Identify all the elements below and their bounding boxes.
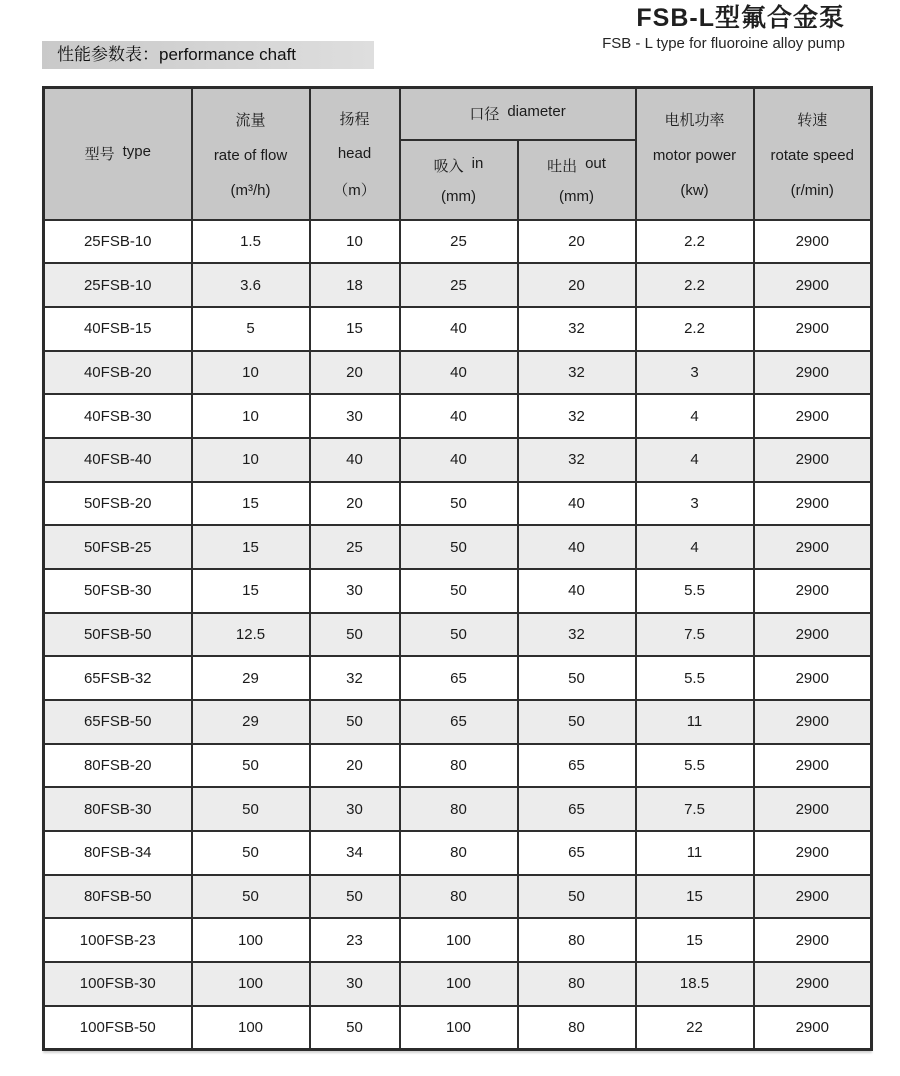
page-title: FSB-L型氟合金泵	[636, 4, 845, 32]
cell-out: 40	[518, 482, 636, 526]
cell-power: 2.2	[636, 307, 754, 351]
cell-speed: 2900	[754, 962, 872, 1006]
cell-speed: 2900	[754, 787, 872, 831]
cell-power: 22	[636, 1006, 754, 1050]
cell-head: 20	[310, 744, 400, 788]
table-row	[44, 656, 872, 700]
cell-speed: 2900	[754, 613, 872, 657]
cell-type: 65FSB-32	[44, 656, 192, 700]
performance-table	[42, 86, 873, 1051]
cell-type: 25FSB-10	[44, 263, 192, 307]
cell-speed: 2900	[754, 220, 872, 264]
table-row	[44, 831, 872, 875]
cell-power: 7.5	[636, 787, 754, 831]
cell-out: 32	[518, 351, 636, 395]
cell-flow: 50	[192, 831, 310, 875]
cell-speed: 2900	[754, 918, 872, 962]
col-header-discharge-unit: (mm)	[559, 187, 594, 205]
cell-flow: 5	[192, 307, 310, 351]
cell-power: 5.5	[636, 656, 754, 700]
cell-speed: 2900	[754, 394, 872, 438]
cell-flow: 10	[192, 438, 310, 482]
table-row	[44, 394, 872, 438]
cell-head: 50	[310, 875, 400, 919]
table-row	[44, 875, 872, 919]
cell-flow: 3.6	[192, 263, 310, 307]
cell-head: 50	[310, 1006, 400, 1050]
cell-flow: 50	[192, 875, 310, 919]
cell-type: 80FSB-30	[44, 787, 192, 831]
table-row	[44, 525, 872, 569]
cell-power: 5.5	[636, 744, 754, 788]
cell-type: 100FSB-23	[44, 918, 192, 962]
cell-flow: 15	[192, 482, 310, 526]
page-subtitle: FSB - L type for fluoroine alloy pump	[602, 35, 845, 52]
col-header-diameter-cn: 口径	[469, 106, 500, 124]
table-row	[44, 307, 872, 351]
cell-out: 80	[518, 1006, 636, 1050]
cell-speed: 2900	[754, 831, 872, 875]
cell-in: 80	[400, 831, 518, 875]
cell-power: 15	[636, 918, 754, 962]
cell-power: 4	[636, 394, 754, 438]
cell-out: 65	[518, 744, 636, 788]
col-header-power-en: motor power	[652, 147, 737, 165]
cell-flow: 50	[192, 744, 310, 788]
cell-power: 2.2	[636, 263, 754, 307]
cell-in: 50	[400, 569, 518, 613]
page-title-block	[602, 3, 845, 53]
cell-in: 40	[400, 394, 518, 438]
cell-speed: 2900	[754, 875, 872, 919]
cell-head: 18	[310, 263, 400, 307]
cell-type: 25FSB-10	[44, 220, 192, 264]
cell-speed: 2900	[754, 351, 872, 395]
col-header-speed	[754, 88, 872, 220]
cell-flow: 1.5	[192, 220, 310, 264]
table-row	[44, 438, 872, 482]
cell-type: 80FSB-34	[44, 831, 192, 875]
cell-out: 65	[518, 787, 636, 831]
col-header-power-unit: (kw)	[680, 182, 709, 199]
cell-flow: 100	[192, 1006, 310, 1050]
col-header-type-en: type	[122, 143, 151, 161]
col-header-head	[310, 88, 400, 220]
cell-in: 100	[400, 962, 518, 1006]
cell-head: 15	[310, 307, 400, 351]
table-row	[44, 918, 872, 962]
cell-in: 50	[400, 482, 518, 526]
col-header-head-unit: （m）	[333, 182, 376, 199]
cell-power: 5.5	[636, 569, 754, 613]
col-header-head-cn: 扬程	[339, 110, 370, 128]
table-row	[44, 744, 872, 788]
cell-flow: 100	[192, 918, 310, 962]
cell-speed: 2900	[754, 700, 872, 744]
cell-flow: 10	[192, 351, 310, 395]
table-row	[44, 263, 872, 307]
col-header-head-en: head	[337, 145, 372, 163]
cell-head: 20	[310, 482, 400, 526]
cell-in: 50	[400, 613, 518, 657]
cell-head: 20	[310, 351, 400, 395]
cell-in: 80	[400, 744, 518, 788]
col-header-flow-en: rate of flow	[213, 147, 288, 165]
cell-out: 32	[518, 438, 636, 482]
cell-out: 20	[518, 220, 636, 264]
cell-in: 40	[400, 307, 518, 351]
cell-out: 65	[518, 831, 636, 875]
cell-in: 100	[400, 1006, 518, 1050]
cell-type: 40FSB-20	[44, 351, 192, 395]
cell-out: 32	[518, 394, 636, 438]
cell-head: 50	[310, 613, 400, 657]
cell-power: 2.2	[636, 220, 754, 264]
col-header-power	[636, 88, 754, 220]
cell-speed: 2900	[754, 525, 872, 569]
cell-flow: 100	[192, 962, 310, 1006]
cell-in: 50	[400, 525, 518, 569]
cell-type: 50FSB-50	[44, 613, 192, 657]
cell-type: 80FSB-50	[44, 875, 192, 919]
col-header-diameter-en: diameter	[507, 103, 566, 121]
cell-power: 11	[636, 831, 754, 875]
cell-power: 15	[636, 875, 754, 919]
col-header-suction-cn: 吸入	[433, 157, 464, 175]
cell-type: 40FSB-15	[44, 307, 192, 351]
cell-out: 50	[518, 656, 636, 700]
cell-in: 25	[400, 263, 518, 307]
cell-speed: 2900	[754, 438, 872, 482]
cell-power: 4	[636, 438, 754, 482]
cell-flow: 15	[192, 569, 310, 613]
table-row	[44, 482, 872, 526]
table-row	[44, 569, 872, 613]
cell-out: 20	[518, 263, 636, 307]
cell-type: 100FSB-50	[44, 1006, 192, 1050]
cell-type: 50FSB-25	[44, 525, 192, 569]
cell-type: 40FSB-40	[44, 438, 192, 482]
section-label: 性能参数表：performance chaft	[57, 45, 297, 64]
cell-in: 25	[400, 220, 518, 264]
cell-out: 32	[518, 307, 636, 351]
col-header-flow-cn: 流量	[235, 111, 266, 129]
table-row	[44, 220, 872, 264]
col-header-suction-en: in	[471, 154, 484, 172]
col-header-speed-en: rotate speed	[770, 147, 854, 165]
cell-head: 30	[310, 569, 400, 613]
table-row	[44, 787, 872, 831]
cell-in: 65	[400, 656, 518, 700]
col-header-power-cn: 电机功率	[664, 111, 725, 129]
cell-type: 40FSB-30	[44, 394, 192, 438]
section-label-bar	[42, 41, 374, 69]
cell-head: 30	[310, 394, 400, 438]
cell-type: 100FSB-30	[44, 962, 192, 1006]
col-header-discharge	[518, 140, 636, 220]
col-header-type	[44, 88, 192, 220]
cell-speed: 2900	[754, 656, 872, 700]
cell-head: 10	[310, 220, 400, 264]
cell-power: 11	[636, 700, 754, 744]
cell-head: 32	[310, 656, 400, 700]
cell-out: 80	[518, 918, 636, 962]
cell-speed: 2900	[754, 263, 872, 307]
cell-head: 30	[310, 787, 400, 831]
cell-flow: 10	[192, 394, 310, 438]
cell-out: 40	[518, 525, 636, 569]
cell-flow: 29	[192, 656, 310, 700]
cell-power: 7.5	[636, 613, 754, 657]
table-row	[44, 1006, 872, 1050]
cell-out: 50	[518, 700, 636, 744]
cell-out: 80	[518, 962, 636, 1006]
col-header-suction-unit: (mm)	[441, 187, 476, 205]
col-header-discharge-en: out	[585, 154, 606, 172]
cell-speed: 2900	[754, 744, 872, 788]
col-header-discharge-cn: 吐出	[547, 157, 578, 175]
table-row	[44, 700, 872, 744]
cell-speed: 2900	[754, 482, 872, 526]
col-header-speed-cn: 转速	[797, 111, 828, 129]
col-header-flow	[192, 88, 310, 220]
cell-power: 3	[636, 351, 754, 395]
cell-out: 32	[518, 613, 636, 657]
cell-type: 65FSB-50	[44, 700, 192, 744]
col-header-flow-unit: (m³/h)	[230, 182, 271, 199]
cell-in: 100	[400, 918, 518, 962]
cell-head: 50	[310, 700, 400, 744]
cell-in: 40	[400, 438, 518, 482]
cell-flow: 50	[192, 787, 310, 831]
col-header-suction	[400, 140, 518, 220]
col-header-speed-unit: (r/min)	[790, 182, 834, 199]
cell-type: 50FSB-30	[44, 569, 192, 613]
col-header-type-cn: 型号	[84, 146, 115, 164]
cell-type: 50FSB-20	[44, 482, 192, 526]
col-header-diameter	[400, 88, 636, 140]
cell-power: 3	[636, 482, 754, 526]
cell-in: 80	[400, 787, 518, 831]
cell-head: 40	[310, 438, 400, 482]
cell-flow: 12.5	[192, 613, 310, 657]
cell-flow: 29	[192, 700, 310, 744]
cell-speed: 2900	[754, 307, 872, 351]
cell-head: 34	[310, 831, 400, 875]
cell-type: 80FSB-20	[44, 744, 192, 788]
table-row	[44, 962, 872, 1006]
cell-power: 4	[636, 525, 754, 569]
cell-head: 23	[310, 918, 400, 962]
cell-out: 50	[518, 875, 636, 919]
table-header	[44, 88, 872, 220]
cell-speed: 2900	[754, 569, 872, 613]
cell-in: 80	[400, 875, 518, 919]
table-row	[44, 351, 872, 395]
cell-head: 25	[310, 525, 400, 569]
cell-power: 18.5	[636, 962, 754, 1006]
cell-in: 65	[400, 700, 518, 744]
cell-flow: 15	[192, 525, 310, 569]
cell-head: 30	[310, 962, 400, 1006]
cell-in: 40	[400, 351, 518, 395]
table-row	[44, 613, 872, 657]
cell-speed: 2900	[754, 1006, 872, 1050]
cell-out: 40	[518, 569, 636, 613]
table-body	[44, 220, 872, 1050]
